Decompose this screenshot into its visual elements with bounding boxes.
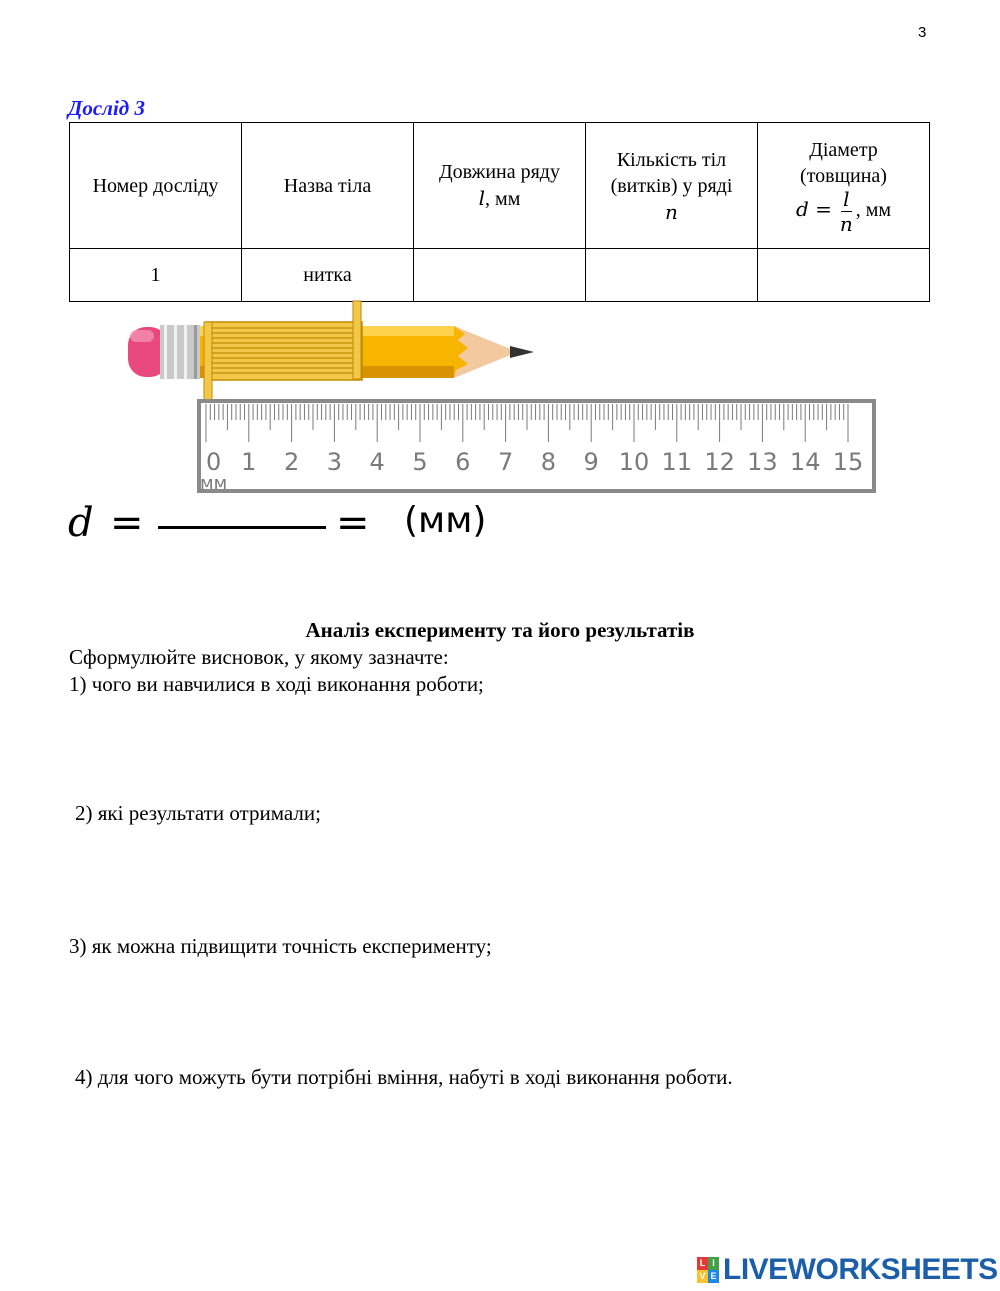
logo-mark-icon xyxy=(697,1257,719,1283)
question-3: 3) як можна підвищити точність експерименту; xyxy=(69,934,492,958)
analysis-intro: Сформулюйте висновок, у якому зазначте: xyxy=(69,645,449,669)
ruler-label: 0 xyxy=(206,448,222,476)
ruler-unit: мм xyxy=(200,473,228,494)
results-table xyxy=(69,122,930,302)
ruler-label: 4 xyxy=(369,448,385,476)
ruler-label: 13 xyxy=(747,448,778,476)
table-header-row xyxy=(70,123,930,249)
ruler-label: 11 xyxy=(661,448,693,476)
header-row-length: Довжина ряду l, мм xyxy=(414,123,586,249)
formula-equals-2: = xyxy=(336,500,370,546)
liveworksheets-logo xyxy=(697,1254,998,1286)
formula-lhs: d xyxy=(68,500,94,546)
question-2: 2) які результати отримали; xyxy=(75,801,321,825)
pencil-ruler-illustration xyxy=(120,298,890,498)
header-count: Кількість тіл (витків) у ряді n xyxy=(586,123,758,249)
cell-number: 1 xyxy=(70,249,242,302)
formula-units: (мм) xyxy=(404,500,487,541)
ruler-label: 7 xyxy=(497,448,514,476)
question-1: 1) чого ви навчилися в ході виконання роботи; xyxy=(69,672,484,696)
diameter-formula xyxy=(68,498,528,558)
header-diameter: Діаметр (товщина) d = $\frac{l}{n}$ , мм xyxy=(758,123,930,249)
ruler-label: 9 xyxy=(583,448,599,476)
header-body-name: Назва тіла xyxy=(242,123,414,249)
ruler-label: 1 xyxy=(241,448,257,476)
cell-length-input[interactable] xyxy=(414,249,586,302)
page-number: 3 xyxy=(918,24,927,41)
ruler-label: 12 xyxy=(704,448,735,476)
formula-fraction-bar[interactable] xyxy=(158,526,326,529)
ruler-label: 8 xyxy=(540,448,557,476)
logo-letter: L xyxy=(697,1257,708,1270)
formula-equals: = xyxy=(110,500,144,546)
brand-name: LIVEWORKSHEETS xyxy=(723,1253,998,1286)
logo-letter: V xyxy=(697,1270,708,1283)
ruler-label: 6 xyxy=(455,448,471,476)
table-row xyxy=(70,249,930,302)
ruler-label: 2 xyxy=(283,448,300,476)
ruler-label: 14 xyxy=(789,448,821,476)
logo-letter: E xyxy=(708,1270,719,1283)
ruler-label: 3 xyxy=(326,448,343,476)
thread-coil-icon xyxy=(204,301,362,400)
analysis-title: Аналіз експерименту та його результатів xyxy=(305,618,695,642)
header-experiment-number: Номер досліду xyxy=(70,123,242,249)
logo-letter: I xyxy=(708,1257,719,1270)
ruler-label: 10 xyxy=(618,448,650,476)
experiment-title: Дослід 3 xyxy=(68,96,145,120)
question-4: 4) для чого можуть бути потрібні вміння, набуті в ході виконання роботи. xyxy=(75,1065,733,1089)
cell-count-input[interactable] xyxy=(586,249,758,302)
ruler-icon xyxy=(199,401,874,494)
ruler-label: 5 xyxy=(412,448,428,476)
cell-diameter-input[interactable] xyxy=(758,249,930,302)
cell-name: нитка xyxy=(242,249,414,302)
ruler-label: 15 xyxy=(832,448,864,476)
